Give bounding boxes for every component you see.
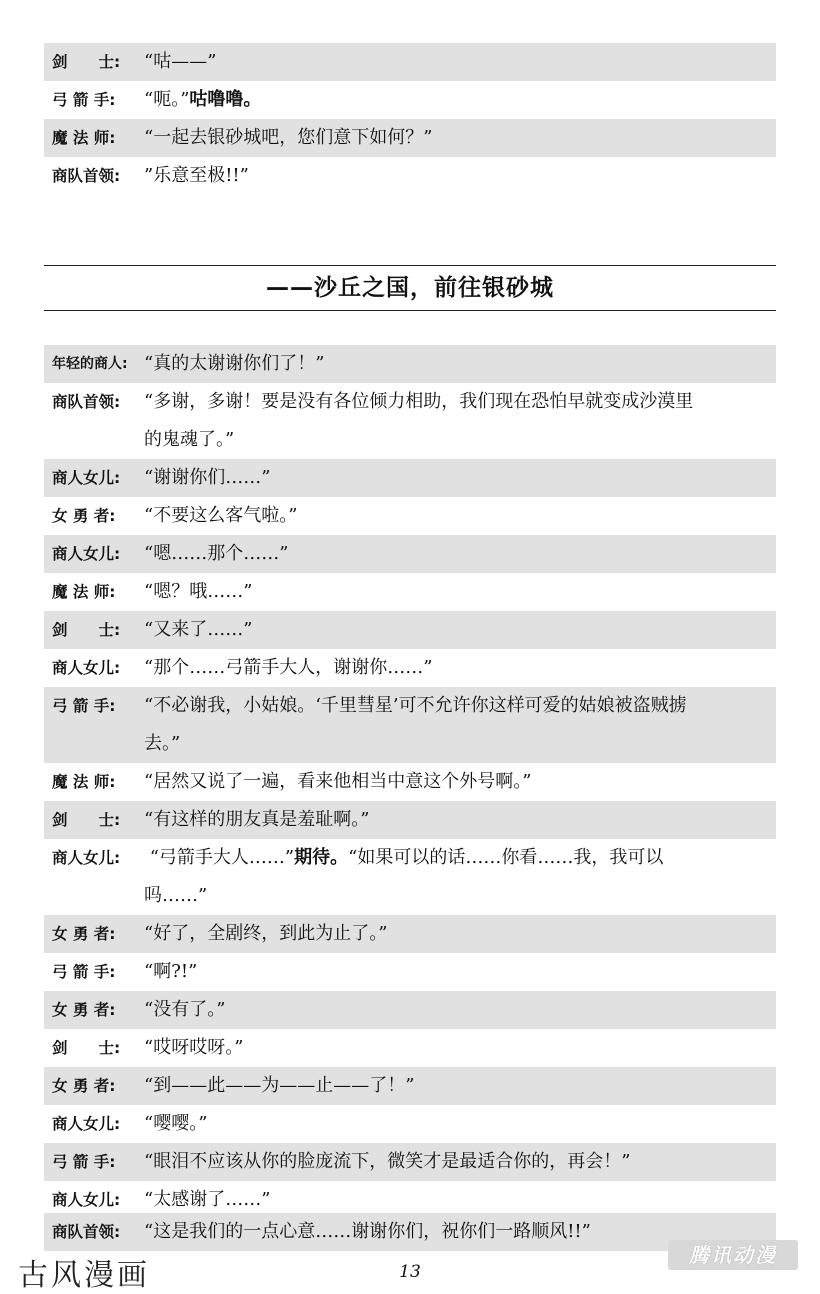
dialogue-text: “一起去银砂城吧，您们意下如何？” bbox=[144, 127, 433, 148]
dialogue-line bbox=[44, 81, 776, 119]
dialogue-line bbox=[44, 801, 776, 839]
speaker-label: 商队首领: bbox=[52, 1223, 121, 1241]
dialogue-text: “多谢，多谢！要是没有各位倾力相助，我们现在恐怕早就变成沙漠里 的鬼魂了。” bbox=[144, 391, 694, 450]
dialogue-line bbox=[44, 611, 776, 649]
dialogue-line bbox=[44, 1029, 776, 1067]
dialogue-text: “谢谢你们……” bbox=[144, 467, 271, 488]
dialogue-line bbox=[44, 953, 776, 991]
dialogue-line bbox=[44, 383, 776, 459]
speaker-label: 剑 士: bbox=[52, 811, 121, 829]
heading-rule-top bbox=[44, 265, 776, 266]
dialogue-text: “嘤嘤。” bbox=[144, 1113, 208, 1134]
speaker-label: 魔 法 师: bbox=[52, 773, 116, 791]
dialogue-line bbox=[44, 497, 776, 535]
speaker-label: 女 勇 者: bbox=[52, 507, 116, 525]
dialogue-text: “不必谢我，小姑娘。‘千里彗星’可不允许你这样可爱的姑娘被盗贼掳 去。” bbox=[144, 695, 687, 754]
dialogue-text: “又来了……” bbox=[144, 619, 253, 640]
dialogue-text: ”乐意至极!!” bbox=[144, 165, 249, 186]
speaker-label: 女 勇 者: bbox=[52, 1001, 116, 1019]
dialogue-text bbox=[144, 81, 776, 119]
dialogue-line bbox=[44, 1105, 776, 1143]
dialogue-text: “啊?!” bbox=[144, 961, 198, 982]
dialogue-line bbox=[44, 119, 776, 157]
dialogue-text: “这是我们的一点心意……谢谢你们，祝你们一路顺风!!” bbox=[144, 1221, 591, 1242]
speaker-label: 商人女儿: bbox=[52, 545, 121, 563]
dialogue-line bbox=[44, 459, 776, 497]
dialogue-text: “真的太谢谢你们了！” bbox=[144, 353, 325, 374]
dialogue-text: “太感谢了……” bbox=[144, 1189, 271, 1210]
dialogue-line bbox=[44, 649, 776, 687]
speaker-label: 剑 士: bbox=[52, 1039, 121, 1057]
dialogue-line bbox=[44, 915, 776, 953]
dialogue-text: “居然又说了一遍，看来他相当中意这个外号啊。” bbox=[144, 771, 532, 792]
dialogue-text bbox=[144, 839, 776, 915]
dialogue-line bbox=[44, 345, 776, 383]
dialogue-text: “咕——” bbox=[144, 51, 217, 72]
speaker-label: 弓 箭 手: bbox=[52, 1153, 116, 1171]
dialogue-line bbox=[44, 687, 776, 763]
speaker-label: 魔 法 师: bbox=[52, 583, 116, 601]
dialogue-line bbox=[44, 1143, 776, 1181]
dialogue-text: “到——此——为——止——了！” bbox=[144, 1075, 415, 1096]
speaker-label: 剑 士: bbox=[52, 53, 121, 71]
quote: “弓箭手大人……” bbox=[144, 847, 295, 868]
speaker-label: 弓 箭 手: bbox=[52, 91, 116, 109]
dialogue-line bbox=[44, 763, 776, 801]
dialogue-line bbox=[44, 157, 776, 195]
quote: “如果可以的话……你看……我，我可以 吗……” bbox=[144, 847, 664, 906]
speaker-label: 商人女儿: bbox=[52, 1191, 121, 1209]
dialogue-text: “嗯……那个……” bbox=[144, 543, 289, 564]
dialogue-line bbox=[44, 839, 776, 915]
dialogue-line bbox=[44, 43, 776, 81]
page-number: 13 bbox=[399, 1262, 421, 1282]
action-text: 咕噜噜。 bbox=[189, 89, 262, 110]
speaker-label: 商人女儿: bbox=[52, 849, 121, 867]
speaker-label: 弓 箭 手: bbox=[52, 697, 116, 715]
speaker-label: 年轻的商人: bbox=[52, 356, 128, 372]
dialogue-text: “没有了。” bbox=[144, 999, 226, 1020]
dialogue-text: “那个……弓箭手大人，谢谢你……” bbox=[144, 657, 433, 678]
watermark-right-logo: 腾讯动漫 bbox=[668, 1240, 798, 1270]
dialogue-line bbox=[44, 1213, 776, 1251]
dialogue-text: “有这样的朋友真是羞耻啊。” bbox=[144, 809, 370, 830]
dialogue-text: “不要这么客气啦。” bbox=[144, 505, 298, 526]
speaker-label: 女 勇 者: bbox=[52, 1077, 116, 1095]
dialogue-text: “嗯？哦……” bbox=[144, 581, 253, 602]
dialogue-text: “好了，全剧终，到此为止了。” bbox=[144, 923, 388, 944]
speaker-label: 商人女儿: bbox=[52, 1115, 121, 1133]
dialogue-line bbox=[44, 535, 776, 573]
dialogue-text: “眼泪不应该从你的脸庞流下，微笑才是最适合你的，再会！” bbox=[144, 1151, 631, 1172]
dialogue-line bbox=[44, 991, 776, 1029]
quote: “呃。” bbox=[144, 89, 190, 110]
dialogue-line bbox=[44, 573, 776, 611]
speaker-label: 剑 士: bbox=[52, 621, 121, 639]
heading-rule-bottom bbox=[44, 310, 776, 311]
speaker-label: 商队首领: bbox=[52, 167, 121, 185]
speaker-label: 魔 法 师: bbox=[52, 129, 116, 147]
section-heading: ——沙丘之国，前往银砂城 bbox=[266, 275, 554, 301]
speaker-label: 商队首领: bbox=[52, 393, 121, 411]
speaker-label: 商人女儿: bbox=[52, 469, 121, 487]
action-text: 期待。 bbox=[294, 847, 349, 868]
speaker-label: 商人女儿: bbox=[52, 659, 121, 677]
dialogue-text: “哎呀哎呀。” bbox=[144, 1037, 244, 1058]
speaker-label: 弓 箭 手: bbox=[52, 963, 116, 981]
watermark-left-logo: 古风漫画 bbox=[18, 1258, 150, 1293]
dialogue-line bbox=[44, 1067, 776, 1105]
speaker-label: 女 勇 者: bbox=[52, 925, 116, 943]
